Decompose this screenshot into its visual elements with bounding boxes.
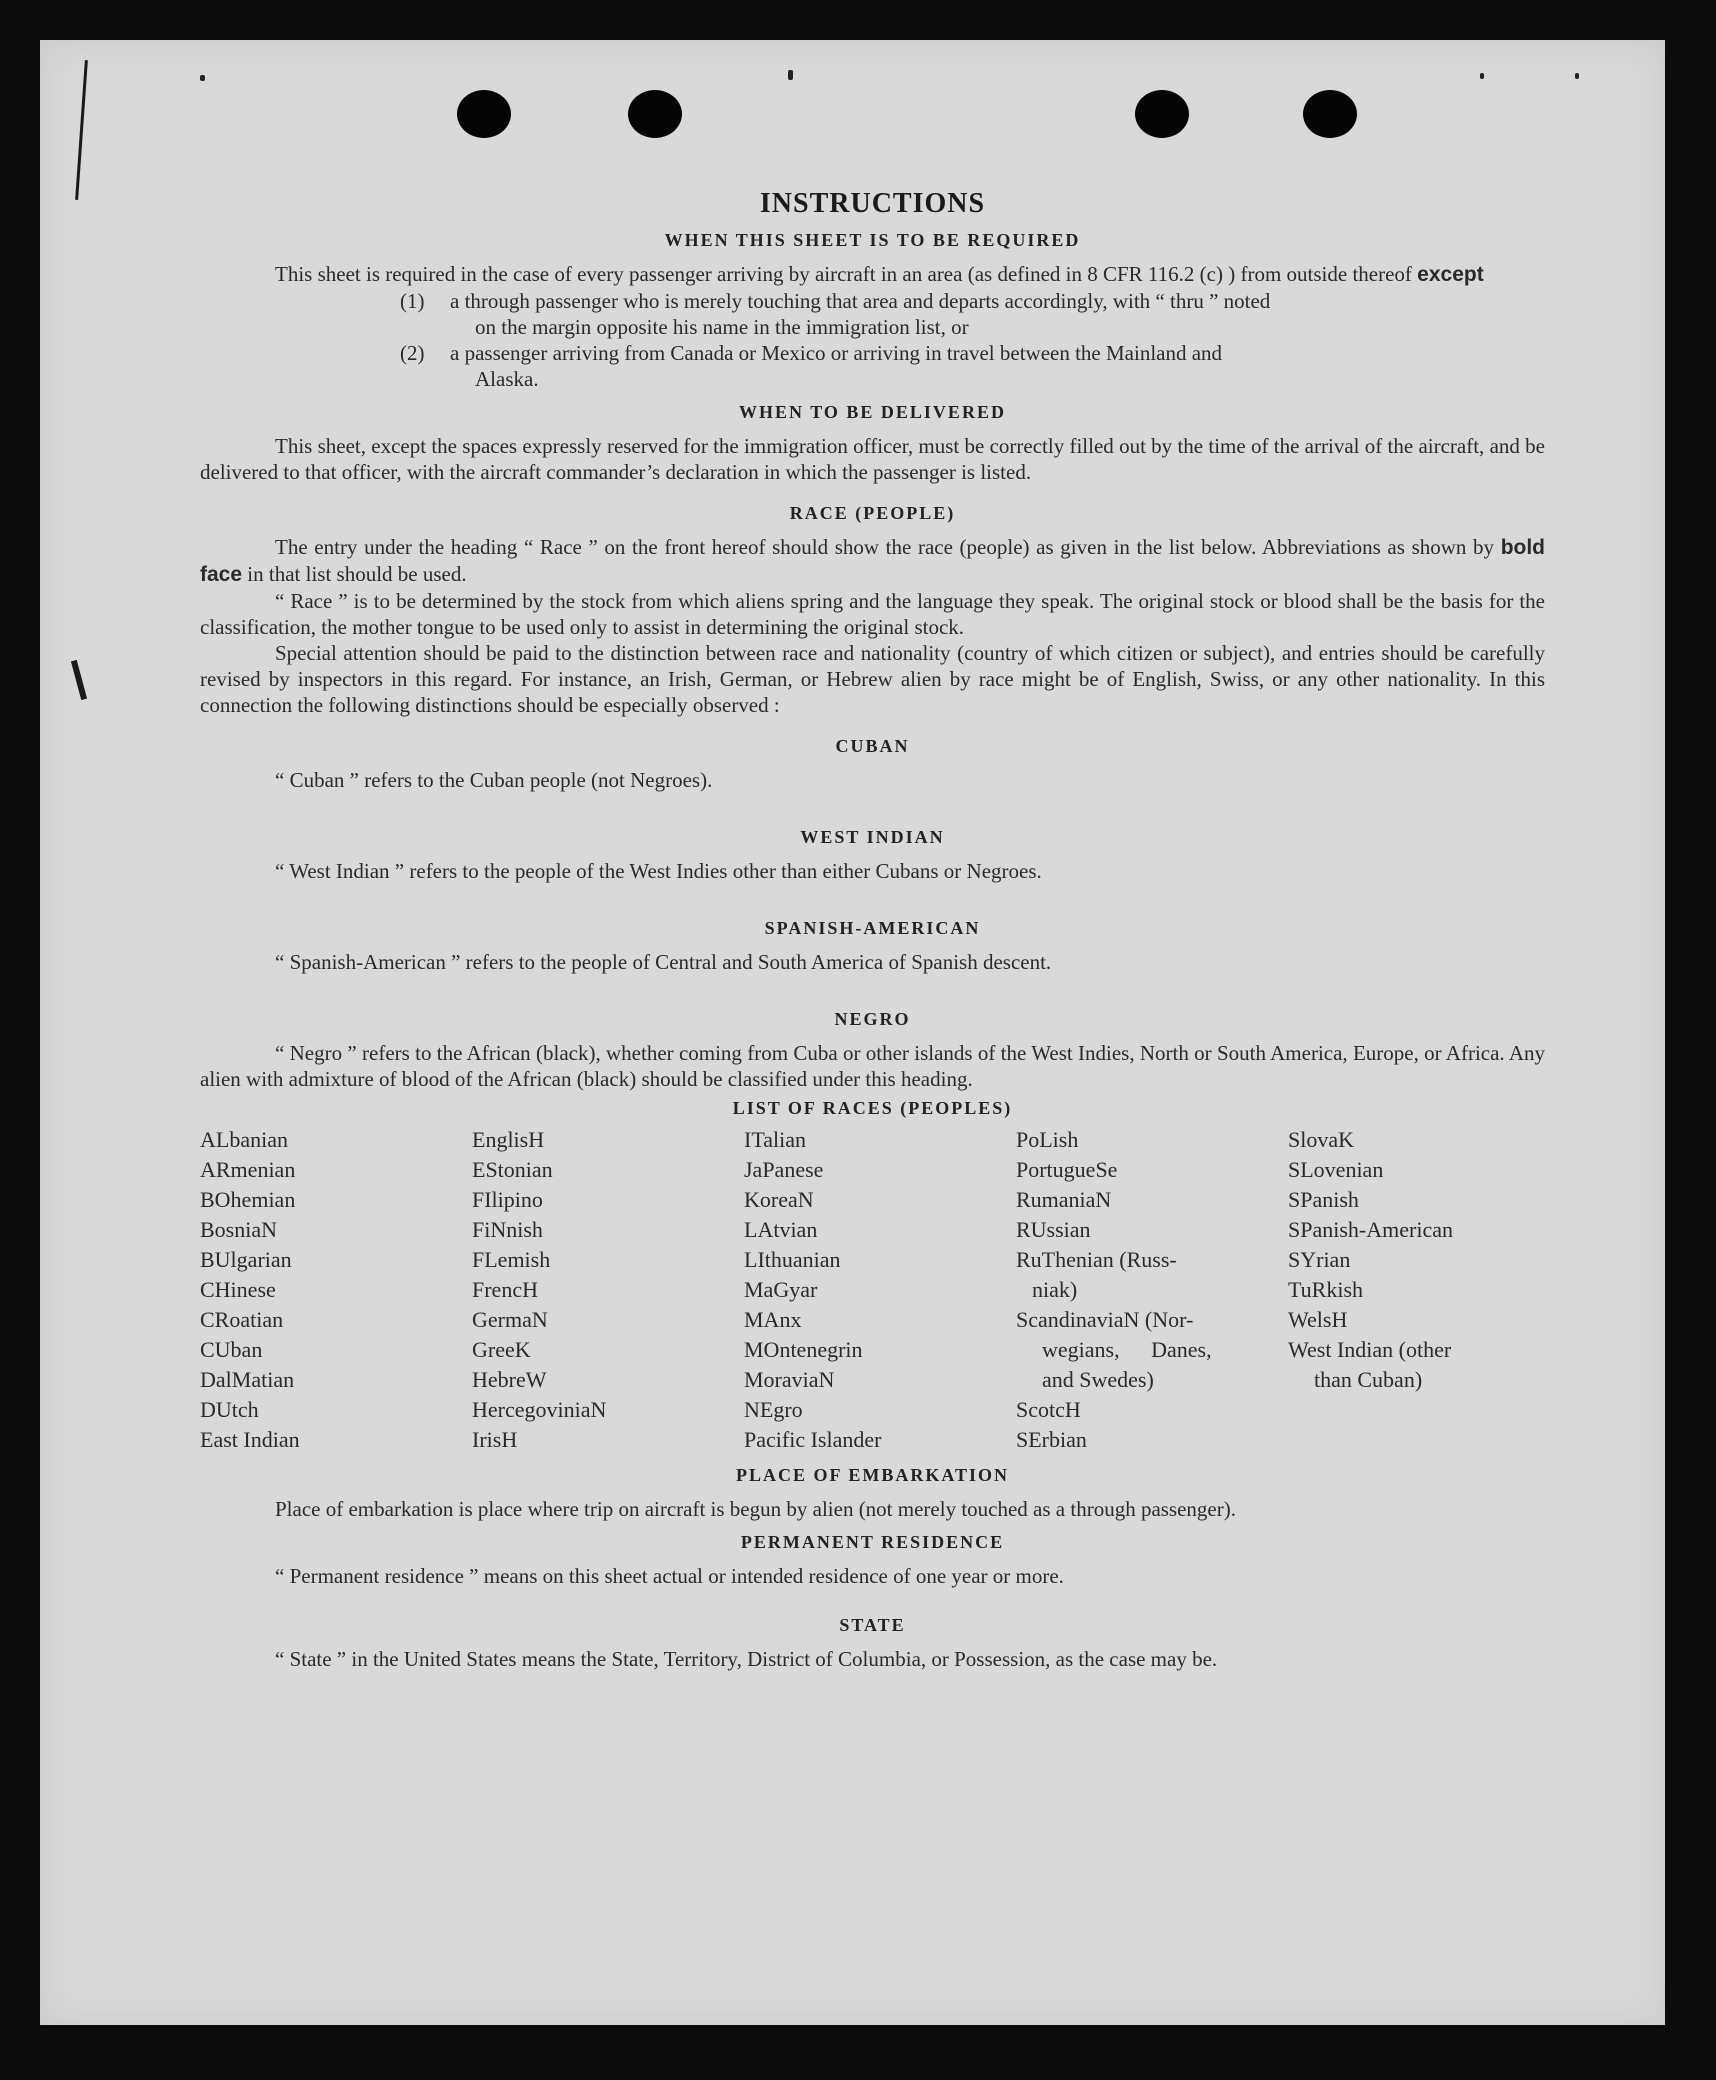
races-column — [744, 1125, 1016, 1455]
race-entry: RumaniaN — [1016, 1187, 1112, 1212]
race-paragraph: Special attention should be paid to the distinction between race and nationality (country of which citizen or subject), and entries should be carefully revised by inspectors in this regard. For instance, an Irish, German, or Hebrew alien by race might be of English, Swiss, or any other nationality. In this connection the following distinctions should be especially observed : — [200, 641, 1545, 717]
negro-definition: “ Negro ” refers to the African (black), whether coming from Cuba or other islands of the West Indies, North or South America, Europe, or Africa. Any alien with admixture of blood of the African (black) should be classified under this heading. — [200, 1041, 1545, 1091]
west-indian-definition: “ West Indian ” refers to the people of the West Indies other than either Cubans or Negroes. — [275, 859, 1042, 883]
race-entry: LAtvian — [744, 1217, 818, 1242]
embarkation-definition: Place of embarkation is place where trip on aircraft is begun by alien (not merely touched as a through passenger). — [275, 1497, 1236, 1521]
race-entry: MOntenegrin — [744, 1337, 863, 1362]
race-entry: FiNnish — [472, 1217, 543, 1242]
heading-negro: NEGRO — [834, 1009, 911, 1029]
punch-hole — [628, 90, 682, 138]
race-entry: EnglisH — [472, 1127, 545, 1152]
when-delivered-text: This sheet, except the spaces expressly reserved for the immigration officer, must be correctly filled out by the time of the arrival of the aircraft, and be delivered to that officer, with the aircraft commander’s declaration in which the passenger is listed. — [200, 434, 1545, 484]
race-entry: HebreW — [472, 1367, 547, 1392]
race-entry: Pacific Islander — [744, 1427, 882, 1452]
race-entry: East Indian — [200, 1427, 300, 1452]
race-entry: than Cuban) — [1314, 1367, 1423, 1392]
race-entry: TuRkish — [1288, 1277, 1364, 1302]
race-entry: GreeK — [472, 1337, 531, 1362]
cuban-definition: “ Cuban ” refers to the Cuban people (not Negroes). — [275, 768, 713, 792]
race-entry: IrisH — [472, 1427, 518, 1452]
speck — [1575, 73, 1579, 79]
race-entry: FIlipino — [472, 1187, 543, 1212]
punch-hole — [457, 90, 511, 138]
race-entry: CHinese — [200, 1277, 276, 1302]
race-paragraph: “ Race ” is to be determined by the stock from which aliens spring and the language they speak. The original stock or blood shall be the basis for the classification, the mother tongue to be used only to assist in determining the original stock. — [200, 589, 1545, 639]
heading-west-indian: WEST INDIAN — [800, 827, 945, 847]
race-entry: BUlgarian — [200, 1247, 292, 1272]
when-required-text: This sheet is required in the case of every passenger arriving by aircraft in an area (as defined in 8 CFR 116.2 (c) ) from outside thereof except — [275, 262, 1484, 286]
heading-permanent-residence: PERMANENT RESIDENCE — [740, 1532, 1005, 1552]
race-entry: PoLish — [1016, 1127, 1079, 1152]
item-number: (1) — [400, 289, 425, 313]
race-entry: SlovaK — [1288, 1127, 1354, 1152]
heading-state: STATE — [839, 1615, 906, 1635]
race-entry: JaPanese — [744, 1157, 824, 1182]
race-entry: EStonian — [472, 1157, 553, 1182]
race-entry: ScotcH — [1016, 1397, 1081, 1422]
residence-definition: “ Permanent residence ” means on this sheet actual or intended residence of one year or more. — [275, 1564, 1064, 1588]
race-entry: SYrian — [1288, 1247, 1351, 1272]
item-text: a passenger arriving from Canada or Mexico or arriving in travel between the Mainland and Alaska. — [450, 341, 1223, 391]
race-entry: RUssian — [1016, 1217, 1091, 1242]
heading-race: RACE (PEOPLE) — [789, 503, 956, 523]
race-paragraph: The entry under the heading “ Race ” on the front hereof should show the race (people) as given in the list below. Abbreviations as shown by bold face in that list should be used. — [200, 535, 1546, 586]
race-entry: GermaN — [472, 1307, 548, 1332]
margin-mark — [71, 660, 87, 700]
speck — [1480, 73, 1484, 79]
race-entry: ARmenian — [200, 1157, 296, 1182]
race-entry: SPanish — [1288, 1187, 1359, 1212]
page-title: INSTRUCTIONS — [759, 188, 986, 219]
races-column — [1016, 1125, 1288, 1455]
races-table — [200, 1125, 1545, 1455]
speck — [788, 70, 793, 80]
race-entry: SLovenian — [1288, 1157, 1384, 1182]
document-sheet — [40, 40, 1665, 2025]
race-entry: wegians, Danes, — [1042, 1337, 1212, 1362]
heading-spanish-american: SPANISH-AMERICAN — [764, 918, 981, 938]
race-entry: ITalian — [744, 1127, 806, 1152]
race-entry: WelsH — [1288, 1307, 1348, 1332]
heading-cuban: CUBAN — [835, 736, 910, 756]
race-entry: MaGyar — [744, 1277, 818, 1302]
race-entry: ScandinaviaN (Nor- — [1016, 1307, 1194, 1332]
exception-item — [400, 288, 1545, 340]
heading-list-of-races: LIST OF RACES (PEOPLES) — [732, 1098, 1013, 1118]
item-number: (2) — [400, 341, 425, 365]
race-entry: FLemish — [472, 1247, 551, 1272]
race-entry: MoraviaN — [744, 1367, 835, 1392]
heading-when-delivered: WHEN TO BE DELIVERED — [739, 402, 1006, 422]
race-entry: PortugueSe — [1016, 1157, 1118, 1182]
heading-embarkation: PLACE OF EMBARKATION — [735, 1465, 1009, 1485]
race-entry: BosniaN — [200, 1217, 277, 1242]
race-entry: RuThenian (Russ- — [1016, 1247, 1177, 1272]
race-entry: CUban — [200, 1337, 263, 1362]
race-entry: MAnx — [744, 1307, 802, 1332]
race-entry: KoreaN — [744, 1187, 814, 1212]
item-text: a through passenger who is merely touching that area and departs accordingly, with “ thru ” noted on the margin opposite his name in the immigration list, or — [450, 289, 1271, 339]
race-entry: SPanish-American — [1288, 1217, 1453, 1242]
race-entry: CRoatian — [200, 1307, 284, 1332]
race-entry: DalMatian — [200, 1367, 295, 1392]
instructions-content — [200, 188, 1545, 1672]
speck — [200, 75, 205, 81]
race-entry: SErbian — [1016, 1427, 1087, 1452]
race-entry: LIthuanian — [744, 1247, 841, 1272]
heading-when-required: WHEN THIS SHEET IS TO BE REQUIRED — [664, 230, 1081, 250]
race-entry: BOhemian — [200, 1187, 296, 1212]
race-entry: ALbanian — [200, 1127, 288, 1152]
race-entry: FrencH — [472, 1277, 538, 1302]
race-entry: West Indian (other — [1288, 1337, 1452, 1362]
races-column — [472, 1125, 744, 1455]
margin-mark — [75, 60, 88, 200]
spanish-american-definition: “ Spanish-American ” refers to the people of Central and South America of Spanish descent. — [275, 950, 1052, 974]
race-entry: and Swedes) — [1042, 1367, 1154, 1392]
races-column — [1288, 1125, 1545, 1455]
race-entry: DUtch — [200, 1397, 259, 1422]
exception-item — [400, 340, 1545, 392]
punch-hole — [1135, 90, 1189, 138]
punch-hole — [1303, 90, 1357, 138]
race-entry: NEgro — [744, 1397, 803, 1422]
state-definition: “ State ” in the United States means the State, Territory, District of Columbia, or Possession, as the case may be. — [275, 1647, 1218, 1671]
races-column — [200, 1125, 472, 1455]
race-entry: HercegoviniaN — [472, 1397, 607, 1422]
race-entry: niak) — [1032, 1277, 1078, 1302]
